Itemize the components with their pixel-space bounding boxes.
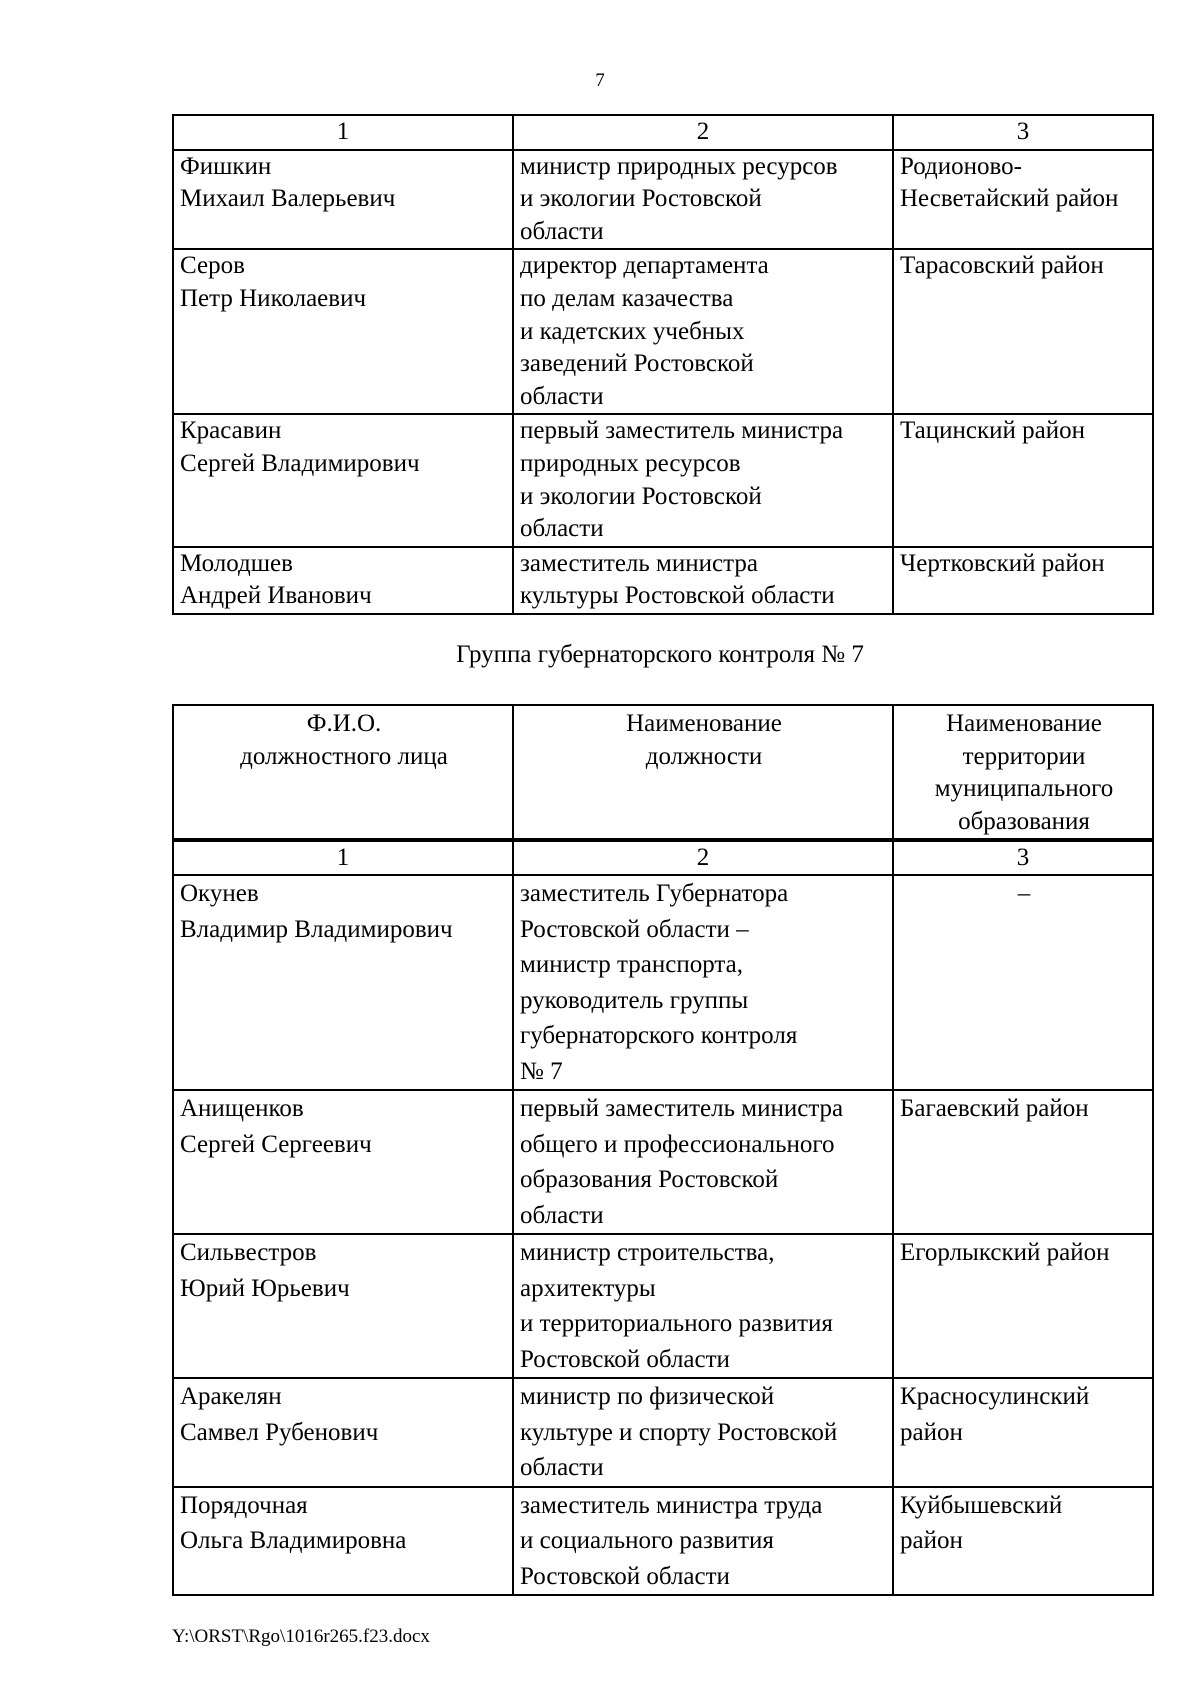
table-row (173, 249, 1153, 414)
official-position: заместитель министра культуры Ростовской области (513, 547, 893, 614)
territory-name: Егорлыкский район (893, 1234, 1153, 1378)
official-name: Анищенков Сергей Сергеевич (173, 1090, 513, 1234)
table-row (173, 1234, 1153, 1378)
table-row (173, 150, 1153, 250)
column-number: 2 (513, 840, 893, 875)
table-row (173, 1090, 1153, 1234)
official-position: первый заместитель министра общего и профессионального образования Ростовской области (513, 1090, 893, 1234)
group-7-officials-table (172, 704, 1154, 1596)
official-name: Порядочная Ольга Владимировна (173, 1487, 513, 1596)
territory-name: Красносулинский район (893, 1378, 1153, 1487)
official-position: министр природных ресурсов и экологии Ростовской области (513, 150, 893, 250)
official-position: первый заместитель министра природных ресурсов и экологии Ростовской области (513, 414, 893, 546)
column-number: 1 (173, 840, 513, 875)
header-position: Наименование должности (513, 705, 893, 840)
official-name: Фишкин Михаил Валерьевич (173, 150, 513, 250)
officials-table-continued (172, 114, 1154, 615)
file-path-footer: Y:\ORST\Rgo\1016r265.f23.docx (172, 1626, 430, 1647)
official-name: Молодшев Андрей Иванович (173, 547, 513, 614)
territory-name: Чертковский район (893, 547, 1153, 614)
header-territory: Наименование территории муниципального образования (893, 705, 1153, 840)
table-row (173, 547, 1153, 614)
official-position: заместитель Губернатора Ростовской области – министр транспорта, руководитель группы губернаторского контроля № 7 (513, 875, 893, 1090)
official-position: министр по физической культуре и спорту Ростовской области (513, 1378, 893, 1487)
territory-name: Куйбышевский район (893, 1487, 1153, 1596)
table-row (173, 414, 1153, 546)
territory-name: Тарасовский район (893, 249, 1153, 414)
table-row (173, 1487, 1153, 1596)
official-name: Сильвестров Юрий Юрьевич (173, 1234, 513, 1378)
column-number: 1 (173, 115, 513, 150)
official-name: Серов Петр Николаевич (173, 249, 513, 414)
column-number: 3 (893, 840, 1153, 875)
column-number-row (173, 840, 1153, 875)
official-name: Аракелян Самвел Рубенович (173, 1378, 513, 1487)
table-header-row (173, 705, 1153, 840)
column-number-row (173, 115, 1153, 150)
official-position: министр строительства, архитектуры и территориального развития Ростовской области (513, 1234, 893, 1378)
table-row (173, 1378, 1153, 1487)
official-name: Красавин Сергей Владимирович (173, 414, 513, 546)
header-name: Ф.И.О. должностного лица (173, 705, 513, 840)
territory-name: Багаевский район (893, 1090, 1153, 1234)
column-number: 2 (513, 115, 893, 150)
territory-name: – (893, 875, 1153, 1090)
page-number: 7 (595, 70, 605, 91)
official-position: заместитель министра труда и социального развития Ростовской области (513, 1487, 893, 1596)
territory-name: Тацинский район (893, 414, 1153, 546)
column-number: 3 (893, 115, 1153, 150)
table-row (173, 875, 1153, 1090)
group-heading: Группа губернаторского контроля № 7 (456, 641, 864, 668)
official-name: Окунев Владимир Владимирович (173, 875, 513, 1090)
territory-name: Родионово- Несветайский район (893, 150, 1153, 250)
official-position: директор департамента по делам казачества и кадетских учебных заведений Ростовской области (513, 249, 893, 414)
